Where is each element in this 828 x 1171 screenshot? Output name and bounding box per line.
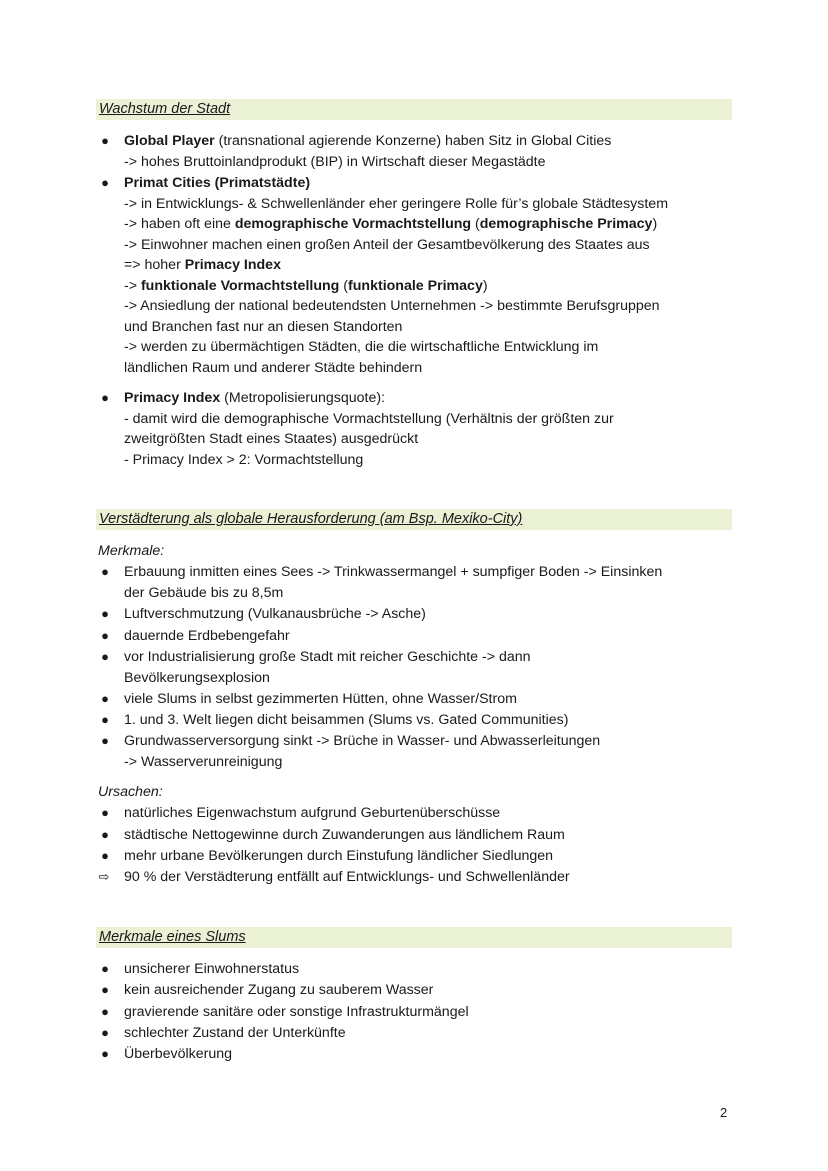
list-item-text: gravierende sanitäre oder sonstige Infrastrukturmängel xyxy=(124,1004,469,1020)
text-line: und Branchen fast nur an diesen Standorten xyxy=(124,319,403,335)
conclusion-text: 90 % der Verstädterung entfällt auf Entwicklungs- und Schwellenländer xyxy=(124,869,570,885)
text-span: => hoher xyxy=(124,257,185,273)
list-item xyxy=(101,1044,736,1065)
list-item xyxy=(101,710,736,731)
bullet-icon: ● xyxy=(101,961,109,976)
list-item-text: Grundwasserversorgung sinkt -> Brüche in Wasser- und Abwasserleitungen xyxy=(124,733,601,749)
text-span: ( xyxy=(471,216,480,232)
bullet-icon: ● xyxy=(101,982,109,997)
bullet-icon: ● xyxy=(101,628,109,643)
text-span: (Metropolisierungsquote): xyxy=(220,390,386,406)
bullet-icon: ● xyxy=(101,606,109,621)
term-demographische-primacy: demographische Primacy xyxy=(479,216,653,232)
bullet-icon: ● xyxy=(101,827,109,842)
term-demographische-vormachtstellung: demographische Vormachtstellung xyxy=(234,216,472,232)
list-item-text: Erbauung inmitten eines Sees -> Trinkwassermangel + sumpfiger Boden -> Einsinken xyxy=(124,564,663,580)
text-line: -> Ansiedlung der national bedeutendsten Unternehmen -> bestimmte Berufsgruppen xyxy=(124,298,660,314)
list-item-text: 1. und 3. Welt liegen dicht beisammen (Slums vs. Gated Communities) xyxy=(124,712,569,728)
list-item xyxy=(101,604,736,625)
term-global-player: Global Player xyxy=(124,133,215,149)
text-span: ( xyxy=(339,278,349,294)
list-item-text: Überbevölkerung xyxy=(124,1046,233,1062)
bullet-icon: ● xyxy=(101,1025,109,1040)
bullet-icon: ● xyxy=(101,390,109,405)
list-item-text: städtische Nettogewinne durch Zuwanderungen aus ländlichem Raum xyxy=(124,827,565,843)
text-line: -> werden zu übermächtigen Städten, die die wirtschaftliche Entwicklung im xyxy=(124,339,599,355)
bullet-icon: ● xyxy=(101,649,109,664)
text-line: - damit wird die demographische Vormachtstellung (Verhältnis der größten zur xyxy=(124,411,614,427)
bullet-icon: ● xyxy=(101,133,109,148)
list-item-text: mehr urbane Bevölkerungen durch Einstufung ländlicher Siedlungen xyxy=(124,848,554,864)
term-primat-cities: Primat Cities (Primatstädte) xyxy=(124,175,311,191)
list-item-global-player xyxy=(101,131,736,152)
text-line xyxy=(124,255,736,276)
text-line: der Gebäude bis zu 8,5m xyxy=(124,585,284,601)
bullet-icon: ● xyxy=(101,1046,109,1061)
list-item xyxy=(101,562,736,583)
text-line: zweitgrößten Stadt eines Staates) ausgedrückt xyxy=(124,431,419,447)
list-item-text: viele Slums in selbst gezimmerten Hütten, ohne Wasser/Strom xyxy=(124,691,517,707)
list-item xyxy=(101,731,736,752)
list-item-text: vor Industrialisierung große Stadt mit reicher Geschichte -> dann xyxy=(124,649,531,665)
term-primacy-index: Primacy Index xyxy=(184,257,281,273)
list-item xyxy=(101,980,736,1001)
bullet-icon: ● xyxy=(101,805,109,820)
text-line: Bevölkerungsexplosion xyxy=(124,670,270,686)
list-item-text: kein ausreichender Zugang zu sauberem Wasser xyxy=(124,982,434,998)
text-line: -> hohes Bruttoinlandprodukt (BIP) in Wirtschaft dieser Megastädte xyxy=(124,154,546,170)
text-span: ) xyxy=(652,216,658,232)
text-line: -> in Entwicklungs- & Schwellenländer eher geringere Rolle für’s globale Städtesystem xyxy=(124,196,669,212)
list-item xyxy=(101,1002,736,1023)
list-item xyxy=(101,803,736,824)
text-line: - Primacy Index > 2: Vormachtstellung xyxy=(124,452,364,468)
bullet-icon: ● xyxy=(101,691,109,706)
list-item-text: unsicherer Einwohnerstatus xyxy=(124,961,300,977)
text-line: (transnational agierende Konzerne) haben Sitz in Global Cities xyxy=(214,133,612,149)
arrow-right-icon: ⇨ xyxy=(98,869,110,884)
list-item xyxy=(101,846,736,867)
text-line xyxy=(124,214,736,235)
conclusion-item xyxy=(98,867,736,888)
bullet-icon: ● xyxy=(101,1004,109,1019)
term-funktionale-vormachtstellung: funktionale Vormachtstellung xyxy=(140,278,340,294)
list-item xyxy=(101,1023,736,1044)
list-item-primat-cities xyxy=(101,173,736,194)
list-item xyxy=(101,626,736,647)
text-line: -> Wasserverunreinigung xyxy=(124,754,283,770)
bullet-icon: ● xyxy=(101,564,109,579)
list-item-text: dauernde Erdbebengefahr xyxy=(124,628,290,644)
page-number: 2 xyxy=(720,1105,728,1120)
text-span: -> haben oft eine xyxy=(124,216,235,232)
text-span: ) xyxy=(482,278,488,294)
term-primacy-index: Primacy Index xyxy=(124,390,221,406)
subheading-merkmale: Merkmale: xyxy=(98,543,165,559)
list-item xyxy=(101,959,736,980)
section-heading-verstaedterung: Verstädterung als globale Herausforderung (am Bsp. Mexiko-City) xyxy=(96,509,732,530)
subheading-ursachen: Ursachen: xyxy=(98,784,163,800)
bullet-icon: ● xyxy=(101,733,109,748)
list-item-primacy-index xyxy=(101,388,736,409)
text-line: ländlichen Raum und anderer Städte behindern xyxy=(124,360,423,376)
text-line xyxy=(124,276,736,297)
text-span: -> xyxy=(124,278,141,294)
section-heading-slums: Merkmale eines Slums xyxy=(96,927,732,948)
text-line: -> Einwohner machen einen großen Anteil der Gesamtbevölkerung des Staates aus xyxy=(124,237,650,253)
list-item xyxy=(101,689,736,710)
bullet-icon: ● xyxy=(101,175,109,190)
term-funktionale-primacy: funktionale Primacy xyxy=(348,278,483,294)
list-item-text: schlechter Zustand der Unterkünfte xyxy=(124,1025,346,1041)
list-item xyxy=(101,647,736,668)
list-item-text: Luftverschmutzung (Vulkanausbrüche -> Asche) xyxy=(124,606,426,622)
list-item-text: natürliches Eigenwachstum aufgrund Geburtenüberschüsse xyxy=(124,805,501,821)
section-heading-wachstum: Wachstum der Stadt xyxy=(96,99,732,120)
list-item xyxy=(101,825,736,846)
bullet-icon: ● xyxy=(101,712,109,727)
bullet-icon: ● xyxy=(101,848,109,863)
